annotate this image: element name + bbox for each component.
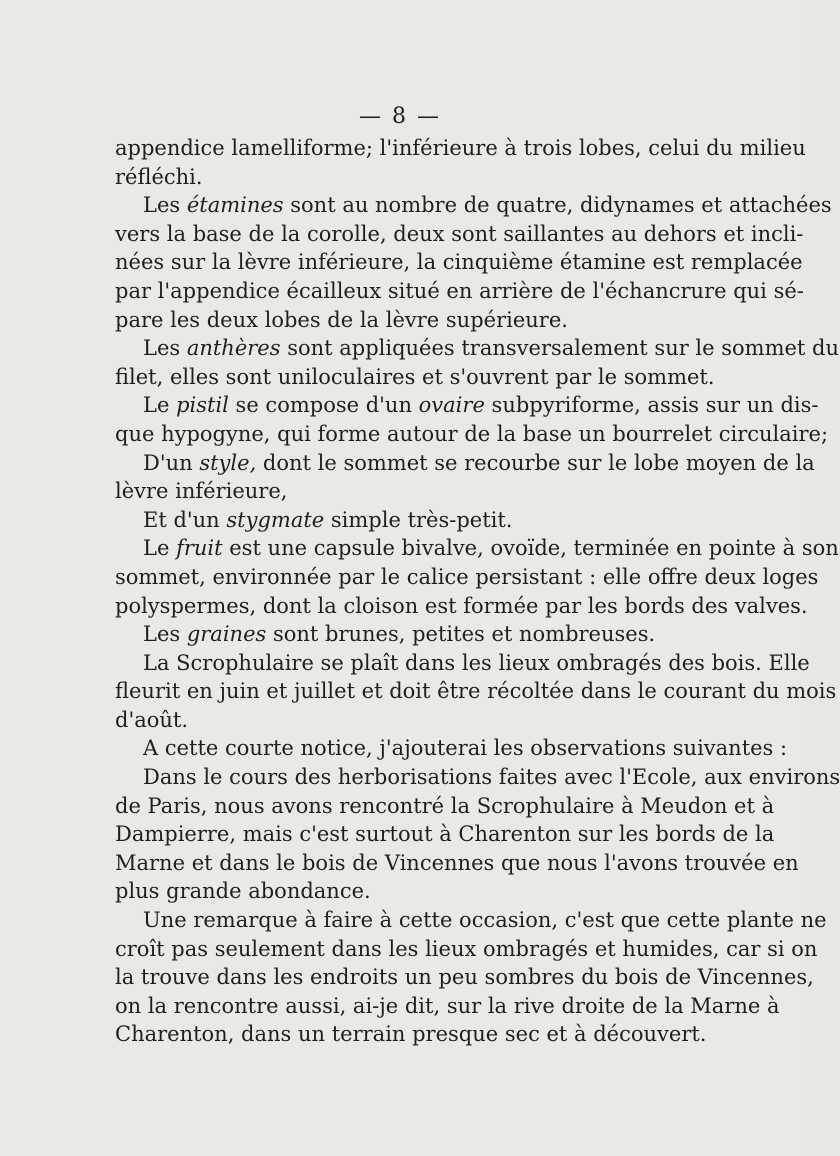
text-run: réfléchi. <box>115 164 203 189</box>
text-line <box>115 449 815 478</box>
text-run: filet, elles sont uniloculaires et s'ouvrent par le sommet. <box>115 364 715 389</box>
italic-term: stygmate <box>226 507 325 532</box>
text-run: Et d'un <box>143 507 227 532</box>
text-run: on la rencontre aussi, ai-je dit, sur la rive droite de la Marne à <box>115 993 780 1018</box>
page-number: — 8 — <box>359 104 441 129</box>
text-run: par l'appendice écailleux situé en arrière de l'échancrure qui sé- <box>115 278 804 303</box>
italic-term: pistil <box>176 393 229 418</box>
italic-term: étamines <box>186 193 284 218</box>
text-run: Les <box>143 336 187 361</box>
text-run: est une capsule bivalve, ovoïde, terminée en pointe à son <box>222 536 839 561</box>
text-run: Une remarque à faire à cette occasion, c'est que cette plante ne <box>143 908 827 933</box>
text-line <box>115 649 810 678</box>
text-line <box>115 820 775 849</box>
text-line <box>115 306 760 335</box>
text-run: sommet, environnée par le calice persistant : elle offre deux loges <box>115 564 819 589</box>
text-line <box>115 963 814 992</box>
text-run: la trouve dans les endroits un peu sombres du bois de Vincennes, <box>115 965 814 990</box>
text-line <box>115 906 827 935</box>
text-run: A cette courte notice, j'ajouterai les observations suivantes : <box>143 736 788 761</box>
text-run: sont brunes, petites et nombreuses. <box>266 622 656 647</box>
text-run: simple très-petit. <box>324 507 513 532</box>
text-run: se compose d'un <box>228 393 419 418</box>
text-run: Dans le cours des herborisations faites avec l'Ecole, aux environs <box>143 765 840 790</box>
italic-term: fruit <box>176 536 223 561</box>
text-line <box>115 992 780 1021</box>
text-line <box>115 792 775 821</box>
text-run: d'août. <box>115 707 189 732</box>
text-run: croît pas seulement dans les lieux ombragés et humides, car si on <box>115 936 818 961</box>
text-run: sont appliquées transversalement sur le sommet du <box>280 336 840 361</box>
text-line <box>115 477 760 506</box>
text-run: polyspermes, dont la cloison est formée par les bords des valves. <box>115 593 808 618</box>
text-run: Les <box>143 622 187 647</box>
text-line <box>115 191 832 220</box>
text-run: vers la base de la corolle, deux sont saillantes au dehors et incli- <box>115 221 804 246</box>
text-line <box>115 563 819 592</box>
text-line <box>115 877 760 906</box>
text-line <box>115 677 837 706</box>
text-line <box>115 363 760 392</box>
body-text <box>115 134 840 1049</box>
text-line <box>115 849 799 878</box>
text-run: Marne et dans le bois de Vincennes que nous l'avons trouvée en <box>115 850 799 875</box>
text-line <box>115 248 803 277</box>
text-line <box>115 592 808 621</box>
text-run: lèvre inférieure, <box>115 479 288 504</box>
text-run: fleurit en juin et juillet et doit être récoltée dans le courant du mois <box>115 679 837 704</box>
italic-term: style, <box>199 450 257 475</box>
text-line <box>115 935 818 964</box>
text-run: dont le sommet se recourbe sur le lobe moyen de la <box>256 450 815 475</box>
text-line <box>115 134 806 163</box>
text-run: que hypogyne, qui forme autour de la base un bourrelet circulaire; <box>115 421 829 446</box>
text-line <box>115 763 840 792</box>
italic-term: graines <box>186 622 267 647</box>
text-run: D'un <box>143 450 200 475</box>
text-line <box>115 706 760 735</box>
text-run: subpyriforme, assis sur un dis- <box>484 393 819 418</box>
text-run: Charenton, dans un terrain presque sec et à découvert. <box>115 1022 707 1047</box>
text-line <box>115 220 804 249</box>
text-line <box>115 420 829 449</box>
text-line <box>115 534 839 563</box>
text-line <box>115 620 760 649</box>
text-run: de Paris, nous avons rencontré la Scrophulaire à Meudon et à <box>115 793 775 818</box>
italic-term: ovaire <box>418 393 485 418</box>
text-run: nées sur la lèvre inférieure, la cinquième étamine est remplacée <box>115 250 803 275</box>
text-line <box>115 734 788 763</box>
italic-term: anthères <box>186 336 281 361</box>
text-line <box>115 163 760 192</box>
text-run: Le <box>143 393 177 418</box>
text-line <box>115 277 804 306</box>
text-run: sont au nombre de quatre, didynames et attachées <box>283 193 832 218</box>
text-run: Les <box>143 193 187 218</box>
text-run: La Scrophulaire se plaît dans les lieux ombragés des bois. Elle <box>143 650 810 675</box>
text-run: pare les deux lobes de la lèvre supérieure. <box>115 307 568 332</box>
text-run: appendice lamelliforme; l'inférieure à trois lobes, celui du milieu <box>115 136 806 160</box>
text-run: plus grande abondance. <box>115 879 371 904</box>
text-line <box>115 1020 760 1049</box>
text-run: Dampierre, mais c'est surtout à Charenton sur les bords de la <box>115 822 775 847</box>
text-line <box>115 334 840 363</box>
text-run: Le <box>143 536 177 561</box>
text-line <box>115 506 760 535</box>
text-line <box>115 391 819 420</box>
